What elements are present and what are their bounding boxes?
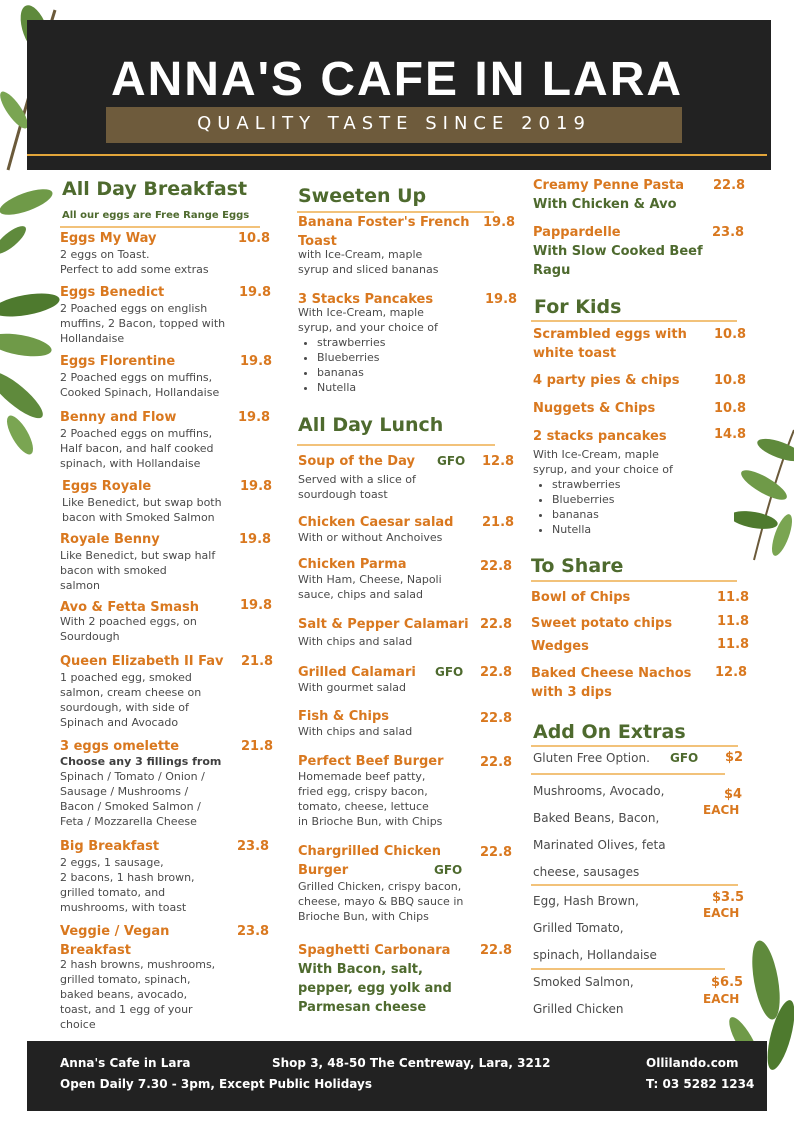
section-rule [531,773,725,775]
option-item: • strawberries [552,477,620,492]
menu-item-desc: With or without Anchoives [298,531,443,544]
menu-item-price: 21.8 [241,654,274,669]
section-rule [531,320,737,322]
option-item: • Nutella [317,380,385,395]
menu-item-name: Scrambled eggs with white toast [533,327,687,361]
menu-item-desc: 1 poached egg, smoked salmon, cream cheese on sourdough, with side of Spinach and Avocado [60,671,202,729]
menu-item-name: Chicken Parma [298,557,407,572]
menu-item-price: 22.8 [480,845,513,860]
option-item: • bananas [552,507,620,522]
section-title-sweeten: Sweeten Up [298,185,427,207]
menu-item-name: Chicken Caesar salad [298,515,454,530]
menu-item-price: 19.8 [483,215,516,230]
menu-item-desc: With chips and salad [298,635,413,648]
menu-item-name: Eggs Benedict [60,285,165,300]
menu-item-desc: Like Benedict, but swap half bacon with smoked salmon [60,549,216,592]
menu-item-price: 10.8 [714,327,747,342]
extra-price: $6.5 [711,975,744,990]
footer-website: Ollilando.com [646,1056,739,1070]
footer-cafe-name: Anna's Cafe in Lara [60,1056,191,1070]
menu-item-name: 4 party pies & chips [533,373,680,388]
menu-item-name: Soup of the Day [298,454,415,469]
options-list [533,477,620,537]
option-item: • Blueberries [317,350,385,365]
menu-item-name: Eggs Royale [62,479,152,494]
extra-text: Egg, Hash Brown, Grilled Tomato, spinach, Hollandaise [533,894,657,962]
free-range-note: All our eggs are Free Range Eggs [62,210,250,221]
menu-item-price: 19.8 [240,354,273,369]
menu-item-price: 19.8 [239,285,272,300]
menu-item-desc: With Ice-Cream, maple syrup, and your choice of [533,448,673,476]
extra-each: EACH [703,803,740,817]
extra-text: Mushrooms, Avocado, Baked Beans, Bacon, Marinated Olives, feta cheese, sausages [533,784,666,879]
menu-item-price: 23.8 [237,924,270,939]
menu-item-desc-bold: Choose any 3 fillings from [60,755,222,768]
menu-item-name: Veggie / Vegan Breakfast [60,924,170,958]
section-title-breakfast: All Day Breakfast [62,178,248,200]
menu-item-price: 19.8 [239,532,272,547]
menu-item-price: 10.8 [714,401,747,416]
section-rule [531,580,737,582]
menu-item-desc: 2 Poached eggs on muffins, Half bacon, and half cooked spinach, with Hollandaise [60,427,214,470]
menu-item-subtitle: With Chicken & Avo [533,197,677,212]
menu-item-name: Benny and Flow [60,410,177,425]
menu-item-desc: With 2 poached eggs, on Sourdough [60,615,197,643]
menu-item-price: 19.8 [485,292,518,307]
option-item: • bananas [317,365,385,380]
menu-item-desc: Spinach / Tomato / Onion / Sausage / Mushrooms / Bacon / Smoked Salmon / Feta / Mozzarella Cheese [60,770,205,828]
menu-item-name: Pappardelle [533,225,621,240]
menu-item-desc: with Ice-Cream, maple syrup and sliced bananas [298,248,439,276]
menu-item-price: 12.8 [715,665,748,680]
menu-item-price: 22.8 [480,617,513,632]
menu-item-name: Banana Foster's French Toast [298,215,470,249]
menu-item-price: 22.8 [480,559,513,574]
gfo-badge: GFO [437,454,466,468]
menu-item-name: 3 Stacks Pancakes [298,292,434,307]
extra-price: $3.5 [712,890,745,905]
menu-item-price: 23.8 [237,839,270,854]
section-rule [531,884,738,886]
section-rule [297,444,495,446]
menu-item-desc: 2 eggs, 1 sausage, 2 bacons, 1 hash brown, grilled tomato, and mushrooms, with toast [60,856,195,914]
menu-item-name: Wedges [531,639,589,654]
menu-item-price: 19.8 [240,598,273,613]
menu-item-price: 19.8 [240,479,273,494]
menu-item-name: 3 eggs omelette [60,739,180,754]
menu-item-price: 11.8 [717,637,750,652]
gfo-badge: GFO [434,863,463,877]
menu-item-name: Queen Elizabeth II Fav [60,654,224,669]
menu-item-name: Perfect Beef Burger [298,754,444,769]
menu-item-price: 21.8 [482,515,515,530]
menu-item-name: Big Breakfast [60,839,160,854]
menu-item-desc: With chips and salad [298,725,413,738]
menu-item-price: 23.8 [712,225,745,240]
leaf-branch-left-icon [0,180,60,460]
menu-item-name: Avo & Fetta Smash [60,600,199,615]
gfo-badge: GFO [670,751,699,765]
menu-item-price: 11.8 [717,614,750,629]
menu-item-name: Spaghetti Carbonara [298,943,451,958]
menu-item-desc: With gourmet salad [298,681,407,694]
option-item: • strawberries [317,335,385,350]
menu-item-desc: 2 eggs on Toast. Perfect to add some extras [60,248,209,276]
footer-phone: T: 03 5282 1234 [646,1077,755,1091]
menu-item-price: 14.8 [714,427,747,442]
section-title-lunch: All Day Lunch [298,414,444,436]
header-rule [27,154,767,156]
menu-item-name: Grilled Calamari [298,665,416,680]
menu-item-name: Eggs Florentine [60,354,176,369]
menu-item-name: Nuggets & Chips [533,401,656,416]
menu-item-desc: 2 Poached eggs on english muffins, 2 Bacon, topped with Hollandaise [60,302,226,345]
menu-item-price: 19.8 [238,410,271,425]
menu-item-name: Creamy Penne Pasta [533,178,684,193]
extra-text: Gluten Free Option. [533,751,650,765]
menu-item-price: 10.8 [714,373,747,388]
tagline: QUALITY TASTE SINCE 2019 [197,113,591,134]
menu-item-desc: Served with a slice of sourdough toast [298,473,416,501]
section-title-share: To Share [531,555,624,577]
options-list [298,335,385,395]
extra-each: EACH [703,992,740,1006]
extra-text: Smoked Salmon, Grilled Chicken [533,975,634,1016]
menu-item-name: Sweet potato chips [531,616,673,631]
menu-item-name: Fish & Chips [298,709,390,724]
extra-price: $2 [725,750,744,765]
section-title-kids: For Kids [534,296,622,318]
menu-item-desc: Grilled Chicken, crispy bacon, cheese, mayo & BBQ sauce in Brioche Bun, with Chips [298,880,464,923]
menu-item-subtitle: With Bacon, salt, pepper, egg yolk and Parmesan cheese [298,962,452,1015]
menu-item-price: 21.8 [241,739,274,754]
gfo-badge: GFO [435,665,464,679]
footer-bar [27,1041,767,1111]
menu-item-price: 12.8 [482,454,515,469]
option-item: • Nutella [552,522,620,537]
section-title-extras: Add On Extras [533,721,686,743]
menu-item-name: 2 stacks pancakes [533,429,667,444]
page-title: ANNA'S CAFE IN LARA [110,53,684,106]
menu-item-desc: Homemade beef patty, fried egg, crispy bacon, tomato, cheese, lettuce in Brioche Bun, with Chips [298,770,443,828]
menu-item-name: Royale Benny [60,532,160,547]
menu-item-name: Baked Cheese Nachos with 3 dips [531,666,692,700]
menu-item-price: 22.8 [480,665,513,680]
section-rule [60,226,260,228]
extra-each: EACH [703,906,740,920]
menu-item-desc: Like Benedict, but swap both bacon with Smoked Salmon [62,496,222,524]
extra-price: $4 [724,787,743,802]
menu-item-subtitle: With Slow Cooked Beef Ragu [533,244,703,278]
option-item: • Blueberries [552,492,620,507]
menu-item-price: 22.8 [480,943,513,958]
menu-item-desc: With Ham, Cheese, Napoli sauce, chips and salad [298,573,442,601]
menu-item-desc: With Ice-Cream, maple syrup, and your choice of [298,306,438,334]
menu-item-price: 11.8 [717,590,750,605]
footer-address: Shop 3, 48-50 The Centreway, Lara, 3212 [272,1056,551,1070]
menu-item-price: 22.8 [713,178,746,193]
menu-item-price: 22.8 [480,711,513,726]
menu-item-name: Salt & Pepper Calamari [298,617,469,632]
menu-item-name: Eggs My Way [60,231,157,246]
menu-item-name: Chargrilled Chicken Burger [298,844,442,878]
menu-item-desc: 2 hash browns, mushrooms, grilled tomato, spinach, baked beans, avocado, toast, and 1 egg of your choice [60,958,216,1031]
menu-item-desc: 2 Poached eggs on muffins, Cooked Spinach, Hollandaise [60,371,220,399]
menu-item-name: Bowl of Chips [531,590,631,605]
menu-item-price: 22.8 [480,755,513,770]
footer-hours: Open Daily 7.30 - 3pm, Except Public Holidays [60,1077,372,1091]
menu-item-price: 10.8 [238,231,271,246]
